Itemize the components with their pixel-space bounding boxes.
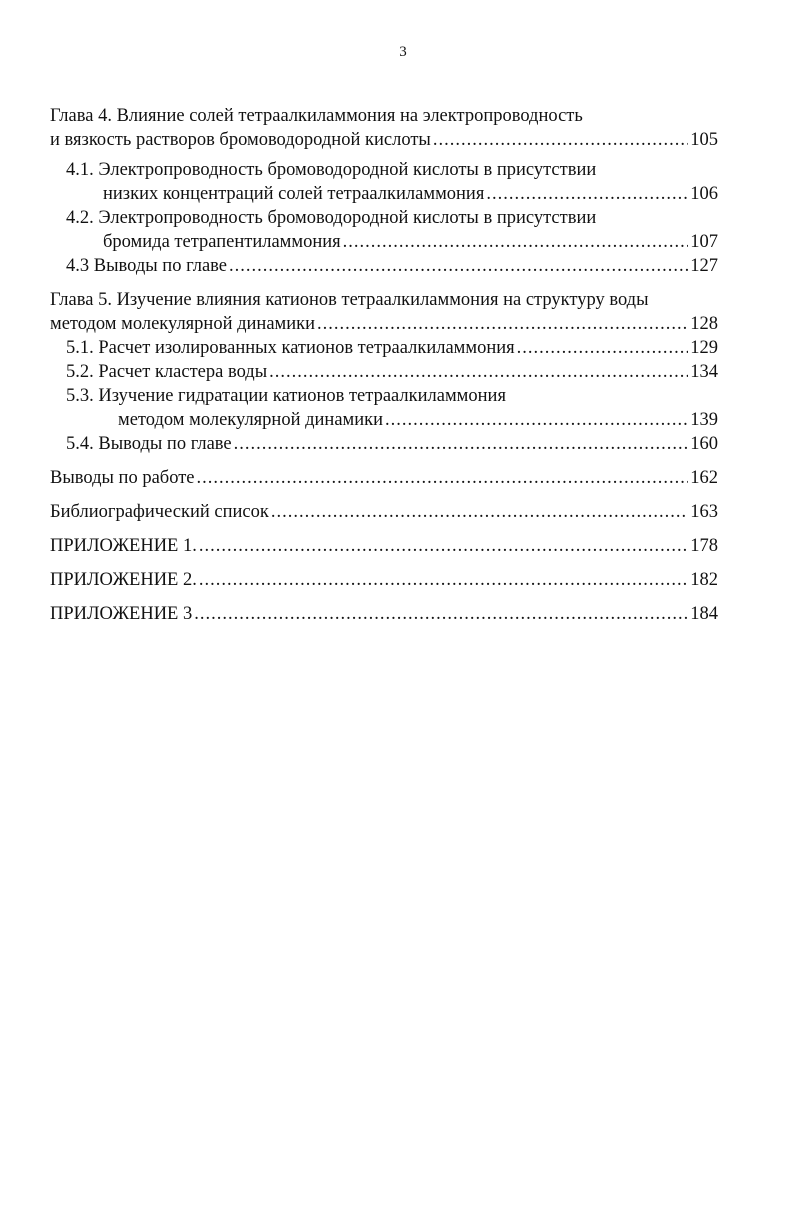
toc-entry-chapter-4[interactable] bbox=[50, 104, 718, 152]
toc-entry-title: ПРИЛОЖЕНИЕ 2. bbox=[50, 570, 197, 590]
toc-entry-page: 160 bbox=[690, 434, 718, 454]
toc-entry-page: 178 bbox=[690, 536, 718, 556]
toc-entry-title: ПРИЛОЖЕНИЕ 3 bbox=[50, 604, 193, 624]
dot-leader bbox=[269, 360, 688, 384]
toc-entry-title: Выводы по работе bbox=[50, 468, 195, 488]
toc-entry-page: 128 bbox=[690, 314, 718, 334]
toc-entry-title-line-1: 4.1. Электропроводность бромоводородной кислоты в присутствии bbox=[66, 160, 597, 180]
toc-entry-title-line-1: Глава 4. Влияние солей тетраалкиламмония на электропроводность bbox=[50, 106, 583, 126]
toc-entry-page: 107 bbox=[690, 232, 718, 252]
toc-entry-title-line-1: 5.3. Изучение гидратации катионов тетраалкиламмония bbox=[66, 386, 506, 406]
toc-entry-section-5-3[interactable] bbox=[50, 384, 718, 432]
toc-entry-page: 127 bbox=[690, 256, 718, 276]
toc-entry-section-4-1[interactable] bbox=[50, 158, 718, 206]
page-number: 3 bbox=[399, 44, 407, 60]
table-of-contents bbox=[50, 104, 718, 626]
toc-entry-page: 182 bbox=[690, 570, 718, 590]
toc-entry-section-5-1[interactable] bbox=[50, 336, 718, 360]
toc-entry-title-line-2: бромида тетрапентиламмония bbox=[103, 232, 341, 252]
dot-leader bbox=[197, 466, 689, 490]
toc-entry-title: 4.3 Выводы по главе bbox=[66, 256, 228, 276]
toc-entry-title: 5.2. Расчет кластера воды bbox=[66, 362, 268, 382]
dot-leader bbox=[199, 534, 688, 558]
toc-entry-title: ПРИЛОЖЕНИЕ 1. bbox=[50, 536, 197, 556]
toc-entry-page: 105 bbox=[690, 130, 718, 150]
dot-leader bbox=[433, 128, 688, 152]
dot-leader bbox=[385, 408, 688, 432]
toc-entry-page: 134 bbox=[690, 362, 718, 382]
toc-entry-title-line-1: Глава 5. Изучение влияния катионов тетраалкиламмония на структуру воды bbox=[50, 290, 649, 310]
toc-entry-chapter-5[interactable] bbox=[50, 288, 718, 336]
toc-entry-title: 5.1. Расчет изолированных катионов тетраалкиламмония bbox=[66, 338, 515, 358]
dot-leader bbox=[271, 500, 688, 524]
dot-leader bbox=[317, 312, 688, 336]
dot-leader bbox=[517, 336, 689, 360]
toc-entry-conclusions[interactable] bbox=[50, 466, 718, 490]
toc-entry-appendix-3[interactable] bbox=[50, 602, 718, 626]
toc-entry-page: 129 bbox=[690, 338, 718, 358]
toc-entry-appendix-1[interactable] bbox=[50, 534, 718, 558]
dot-leader bbox=[234, 432, 689, 456]
toc-entry-section-5-4[interactable] bbox=[50, 432, 718, 456]
toc-entry-section-4-2[interactable] bbox=[50, 206, 718, 254]
dot-leader bbox=[194, 602, 688, 626]
dot-leader bbox=[343, 230, 689, 254]
toc-entry-section-4-3[interactable] bbox=[50, 254, 718, 278]
toc-entry-title: Библиографический список bbox=[50, 502, 269, 522]
toc-entry-page: 106 bbox=[690, 184, 718, 204]
toc-entry-title-line-2: методом молекулярной динамики bbox=[118, 410, 384, 430]
toc-entry-title-line-1: 4.2. Электропроводность бромоводородной кислоты в присутствии bbox=[66, 208, 597, 228]
toc-entry-title-line-2: и вязкость растворов бромоводородной кислоты bbox=[50, 130, 431, 150]
toc-entry-title: 5.4. Выводы по главе bbox=[66, 434, 232, 454]
toc-entry-title-line-2: низких концентраций солей тетраалкиламмония bbox=[103, 184, 485, 204]
toc-entry-page: 184 bbox=[690, 604, 718, 624]
dot-leader bbox=[229, 254, 688, 278]
dot-leader bbox=[486, 182, 688, 206]
toc-entry-section-5-2[interactable] bbox=[50, 360, 718, 384]
toc-entry-appendix-2[interactable] bbox=[50, 568, 718, 592]
toc-entry-bibliography[interactable] bbox=[50, 500, 718, 524]
toc-entry-page: 162 bbox=[690, 468, 718, 488]
toc-entry-title-line-2: методом молекулярной динамики bbox=[50, 314, 316, 334]
dot-leader bbox=[199, 568, 688, 592]
toc-entry-page: 163 bbox=[690, 502, 718, 522]
toc-entry-page: 139 bbox=[690, 410, 718, 430]
